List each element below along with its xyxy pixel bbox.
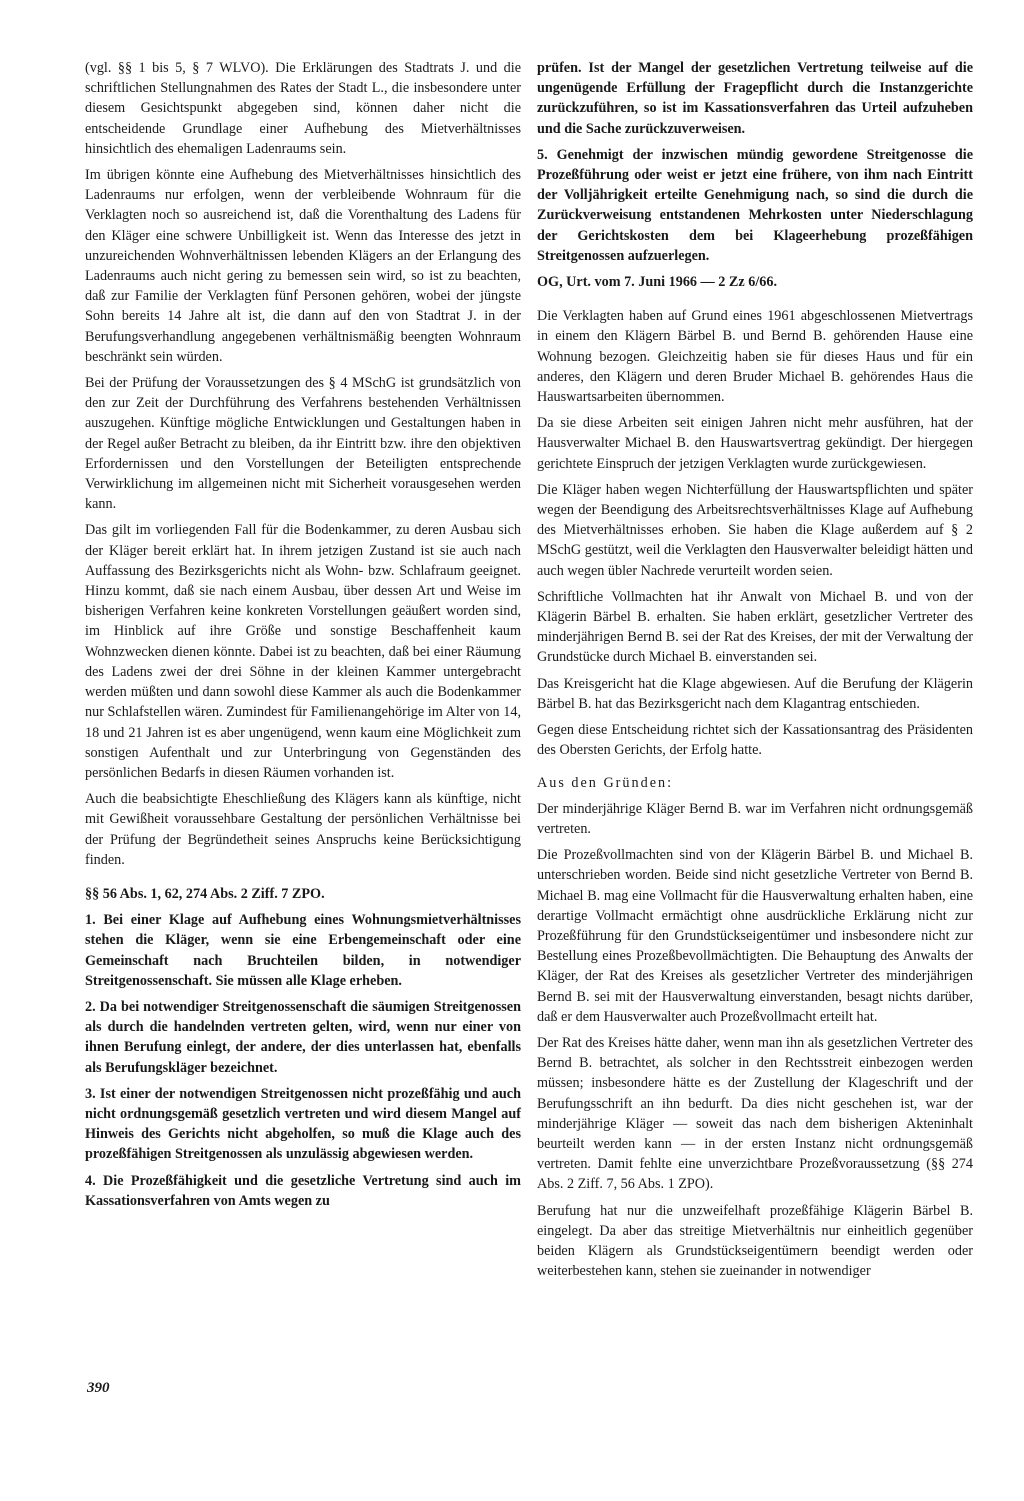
headnote-point-5: 5. Genehmigt der inzwischen mündig gewordene Streitgenosse die Prozeßführung oder weist er jetzt eine frühere, von ihm nach Eintritt der Volljährigkeit erteilte Genehmigung nach, so sind die durch die Zurückverweisung entstandenen Mehrkosten unter Niederschlagung der Gerichtskosten dem bei Klageerhebung prozeßfähigen Streitgenossen aufzuerlegen. [537,146,973,264]
headnote-citation: §§ 56 Abs. 1, 62, 274 Abs. 2 Ziff. 7 ZPO. [85,885,325,902]
paragraph: Die Prozeßvollmachten sind von der Klägerin Bärbel B. und Michael B. unterschrieben worden. Beide sind nicht gesetzliche Vertreter von Bernd B. Michael B. mag eine Vollmacht für die Hausverwaltung erhalten haben, eine derartige Vollmacht ermächtigt ohne ausdrückliche Erklärung nicht zur Prozeßführung für den Grundstückseigentümer und insbesondere nicht zur Bestellung eines Prozeßbevollmächtigten. Die Behauptung des Anwalts der Kläger, der Rat des Kreises als gesetzlicher Vertreter des minderjährigen Bernd B. sei mit der Hausverwaltung einverstanden, besagt nichts darüber, daß er dem Hausverwalter auch Prozeßvollmacht erteilt hat. [537,847,973,1025]
paragraph: Der Rat des Kreises hätte daher, wenn man ihn als gesetzlichen Vertreter des Bernd B. betrachtet, als solcher in den Rechtsstreit einbezogen werden müssen; insbesondere hätte es der Zustellung der Klageschrift und der Berufungsschrift an ihn bedurft. Da dies nicht geschehen ist, war der minderjährige Kläger — soweit das nach dem bisherigen Akteninhalt beurteilt werden kann — in der ersten Instanz nicht ordnungsgemäß vertreten. Damit fehlte eine unverzichtbare Prozeßvoraussetzung (§§ 274 Abs. 2 Ziff. 7, 56 Abs. 1 ZPO). [537,1034,973,1193]
court-reference: OG, Urt. vom 7. Juni 1966 — 2 Zz 6/66. [537,274,778,291]
paragraph: Gegen diese Entscheidung richtet sich der Kassationsantrag des Präsidenten des Obersten Gerichts, der Erfolg hatte. [537,722,973,759]
left-column [85,58,521,1217]
headnote-continuation: prüfen. Ist der Mangel der gesetzlichen Vertretung teilweise auf die ungenügende Erfüllung der Fragepflicht durch die Instanzgerichte zurückzuführen, so ist im Kassationsverfahren das Urteil aufzuheben und die Sache zurückzuverweisen. [537,60,973,137]
headnote-point-1: 1. Bei einer Klage auf Aufhebung eines Wohnungsmietverhältnisses stehen die Kläger, wenn sie eine Erbengemeinschaft oder eine Gemeinschaft nach Bruchteilen bilden, in notwendiger Streitgenossenschaft. Sie müssen alle Klage erheben. [85,912,521,989]
headnote-point-2: 2. Da bei notwendiger Streitgenossenschaft die säumigen Streitgenossen als durch die handelnden vertreten gelten, wird, wenn nur einer von ihnen Berufung einlegt, der andere, der dies unterlassen hat, ebenfalls als Berufungskläger bezeichnet. [85,998,521,1076]
paragraph: Das Kreisgericht hat die Klage abgewiesen. Auf die Berufung der Klägerin Bärbel B. hat das Bezirksgericht nach dem Klagantrag entschieden. [537,675,973,712]
reasons-heading: Aus den Gründen: [537,774,674,791]
paragraph: Im übrigen könnte eine Aufhebung des Mietverhältnisses hinsichtlich des Ladenraums nur erfolgen, wenn der verbleibende Wohnraum für die Verklagten noch so ausreichend ist, daß die Vorenthaltung des Ladens für den Kläger eine schwere Unbilligkeit ist. Wenn das Interesse des jetzt in unzureichenden Wohnverhältnissen lebenden Klägers an der Erlangung des Ladenraums auch nicht gering zu bemessen sein wird, so ist zu beachten, daß zur Familie der Verklagten fünf Personen gehören, wobei der jüngste Sohn bereits 14 Jahre alt ist, die dann auf den von Stadtrat J. in der Berufungsverhandlung angegebenen verhältnismäßig beengten Wohnraum beschränkt sein würden. [85,167,521,365]
paragraph: (vgl. §§ 1 bis 5, § 7 WLVO). Die Erklärungen des Stadtrats J. und die schriftlichen Stellungnahmen des Rates der Stadt L., die insbesondere unter diesem Gesichtspunkt abgegeben sind, können daher nicht die entscheidende Grundlage einer Aufhebung des Mietverhältnisses hinsichtlich des ehemaligen Ladenraums sein. [85,60,521,157]
paragraph: Das gilt im vorliegenden Fall für die Bodenkammer, zu deren Ausbau sich der Kläger bereit erklärt hat. In ihrem jetzigen Zustand ist sie auch nach Auffassung des Bezirksgerichts nicht als Wohn- bzw. Schlafraum geeignet. Hinzu kommt, daß sie nach einem Ausbau, über dessen Art und Weise im bisherigen Verfahren keine konkreten Vorstellungen geäußert worden sind, im Hinblick auf ihre Größe und sonstige Beschaffenheit kaum Wohnzwecken dienen könnte. Dabei ist zu beachten, daß bei einer Räumung des Ladens zwei der drei Söhne in der kleinen Kammer untergebracht werden müßten und dann sowohl diese Kammer als auch die Bodenkammer nur Schlafstellen wären. Zumindest für Familienangehörige im Alter von 14, 18 und 21 Jahren ist es aber ungenügend, wenn kaum eine Möglichkeit zum sonstigen Aufenthalt und zur Unterbringung von Gegenständen des persönlichen Bedarfs in diesen Räumen vorhanden ist. [85,522,521,781]
paragraph: Die Kläger haben wegen Nichterfüllung der Hauswartspflichten und später wegen der Beendigung des Arbeitsrechtsverhältnisses Klage auf Aufhebung des Mietverhältnisses erhoben. Sie haben die Klage außerdem auf § 2 MSchG gestützt, weil die Verklagten den Hausverwalter beleidigt hätten und auch wegen übler Nachrede verurteilt worden seien. [537,481,973,579]
headnote-point-4: 4. Die Prozeßfähigkeit und die gesetzliche Vertretung sind auch im Kassationsverfahren von Amts wegen zu [85,1172,521,1209]
paragraph: Bei der Prüfung der Voraussetzungen des § 4 MSchG ist grundsätzlich von den zur Zeit der Durchführung des Verfahrens bestehenden Verhältnissen auszugehen. Künftige mögliche Entwicklungen und Gestaltungen haben in der Regel außer Betracht zu bleiben, da ihr Eintritt bzw. ihre den objektiven Erfordernissen und den Vorstellungen der Beteiligten entsprechende Verwirklichung im allgemeinen nicht mit Sicherheit vorausgesehen werden kann. [85,375,521,513]
paragraph: Auch die beabsichtigte Eheschließung des Klägers kann als künftige, nicht mit Gewißheit voraussehbare Gestaltung der persönlichen Verhältnisse bei der Prüfung der Begründetheit seines Anspruchs keine Berücksichtigung finden. [85,791,521,868]
paragraph: Die Verklagten haben auf Grund eines 1961 abgeschlossenen Mietvertrags in einem den Klägern Bärbel B. und Bernd B. gehörenden Hause eine Wohnung bezogen. Gleichzeitig haben sie für dieses Haus und für ein anderes, den Klägern und deren Bruder Michael B. gehörendes Haus die Hauswartsarbeiten übernommen. [537,308,973,406]
paragraph: Schriftliche Vollmachten hat ihr Anwalt von Michael B. und von der Klägerin Bärbel B. erhalten. Sie haben erklärt, gesetzlicher Vertreter des minderjährigen Bernd B. sei der Rat des Kreises, der mit der Verwaltung der Grundstücke durch Michael B. einverstanden sei. [537,588,973,666]
paragraph: Berufung hat nur die unzweifelhaft prozeßfähige Klägerin Bärbel B. eingelegt. Da aber das streitige Mietverhältnis nur einheitlich gegenüber beiden Klägern als Grundstückseigentümern beendigt werden oder weiterbestehen kann, stehen sie zueinander in notwendiger [537,1202,973,1280]
right-column [537,58,973,1287]
paragraph: Da sie diese Arbeiten seit einigen Jahren nicht mehr ausführen, hat der Hausverwalter Michael B. den Hauswartsvertrag gekündigt. Der hiergegen gerichtete Einspruch der jetzigen Verklagten wurde zurückgewiesen. [537,415,973,472]
paragraph: Der minderjährige Kläger Bernd B. war im Verfahren nicht ordnungsgemäß vertreten. [537,800,973,837]
page-number: 390 [87,1380,110,1396]
headnote-point-3: 3. Ist einer der notwendigen Streitgenossen nicht prozeßfähig und auch nicht ordnungsgemäß gesetzlich vertreten und wird diesem Mangel auf Hinweis des Gerichts nicht abgeholfen, so muß die Klage auch des prozeßfähigen Streitgenossen als unzulässig abgewiesen werden. [85,1085,521,1163]
